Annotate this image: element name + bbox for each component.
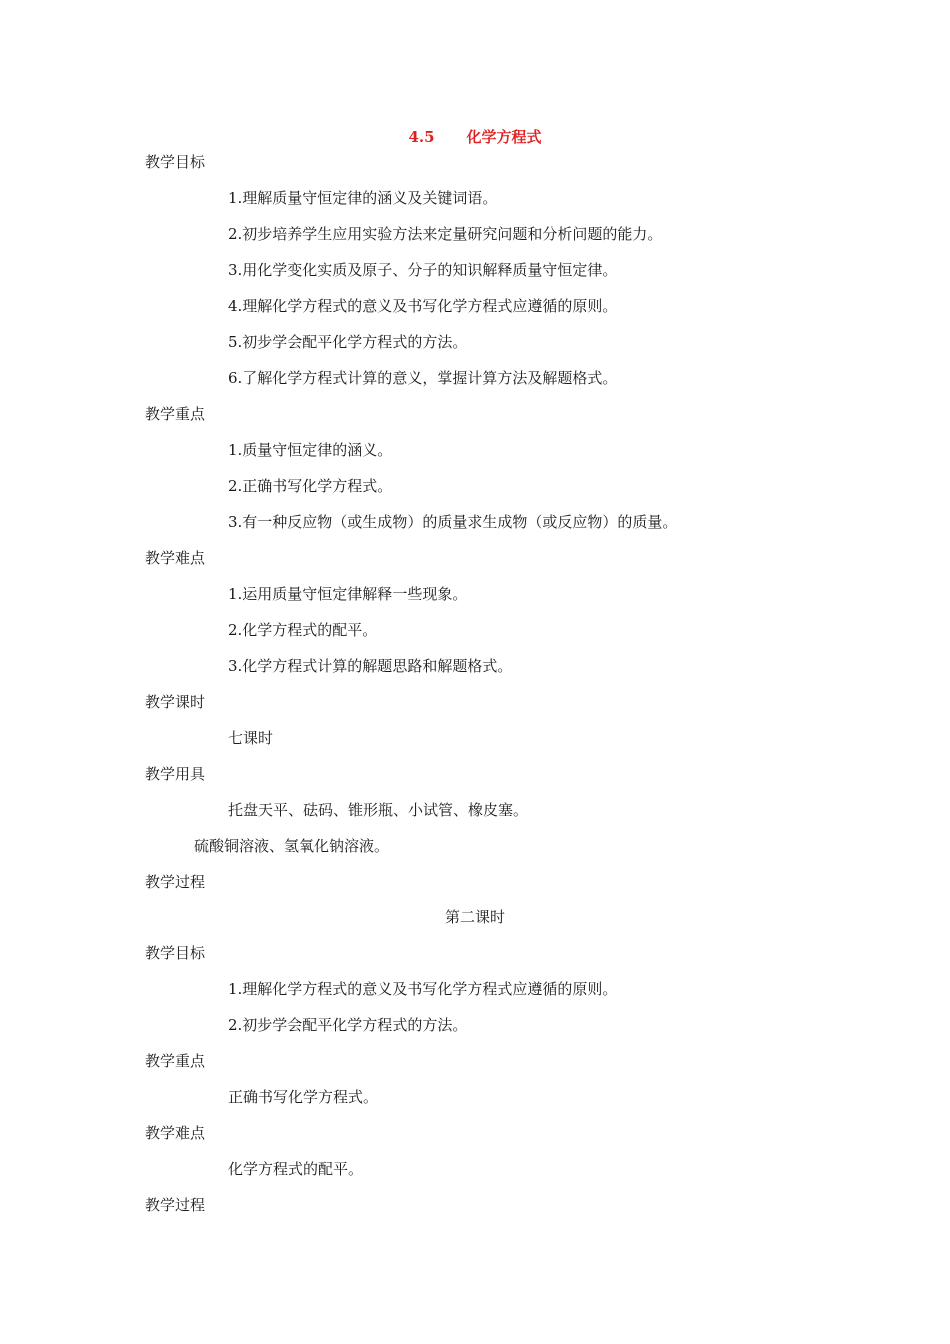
key-point-item: 2.正确书写化学方程式。 — [228, 477, 393, 495]
goal-item: 5.初步学会配平化学方程式的方法。 — [228, 333, 468, 351]
goal-item: 2.初步培养学生应用实验方法来定量研究问题和分析问题的能力。 — [228, 225, 663, 243]
difficulty-item: 1.运用质量守恒定律解释一些现象。 — [228, 585, 468, 603]
lesson2-difficulty-item: 化学方程式的配平。 — [228, 1160, 364, 1178]
goal-item: 3.用化学变化实质及原子、分子的知识解释质量守恒定律。 — [228, 261, 618, 279]
lesson-subtitle: 第二课时 — [444, 908, 505, 926]
lesson2-goal-item: 2.初步学会配平化学方程式的方法。 — [228, 1016, 468, 1034]
goal-item: 4.理解化学方程式的意义及书写化学方程式应遵循的原则。 — [228, 297, 618, 315]
key-point-item: 3.有一种反应物（或生成物）的质量求生成物（或反应物）的质量。 — [228, 513, 678, 531]
difficulty-item: 2.化学方程式的配平。 — [228, 621, 378, 639]
lesson2-key-heading: 教学重点 — [145, 1052, 206, 1070]
lesson2-process-heading: 教学过程 — [145, 1196, 206, 1214]
tools-heading: 教学用具 — [145, 765, 206, 783]
process-heading: 教学过程 — [145, 873, 206, 891]
difficulty-item: 3.化学方程式计算的解题思路和解题格式。 — [228, 657, 513, 675]
tools-line: 托盘天平、砝码、锥形瓶、小试管、橡皮塞。 — [228, 801, 529, 819]
lesson2-goal-item: 1.理解化学方程式的意义及书写化学方程式应遵循的原则。 — [228, 980, 618, 998]
lesson2-key-item: 正确书写化学方程式。 — [228, 1088, 379, 1106]
lesson2-goals-heading: 教学目标 — [145, 944, 206, 962]
hours-heading: 教学课时 — [145, 693, 206, 711]
goal-item: 6.了解化学方程式计算的意义，掌握计算方法及解题格式。 — [228, 369, 618, 387]
difficulties-heading: 教学难点 — [145, 549, 206, 567]
hours-value: 七课时 — [228, 729, 274, 747]
lesson2-difficulty-heading: 教学难点 — [145, 1124, 206, 1142]
goal-item: 1.理解质量守恒定律的涵义及关键词语。 — [228, 189, 498, 207]
key-points-heading: 教学重点 — [145, 405, 206, 423]
key-point-item: 1.质量守恒定律的涵义。 — [228, 441, 393, 459]
goals-heading: 教学目标 — [145, 153, 206, 171]
tools-line: 硫酸铜溶液、氢氧化钠溶液。 — [194, 837, 390, 855]
section-title: 化学方程式 — [466, 128, 542, 146]
section-number: 4.5 — [408, 128, 435, 146]
document-title — [0, 127, 950, 147]
